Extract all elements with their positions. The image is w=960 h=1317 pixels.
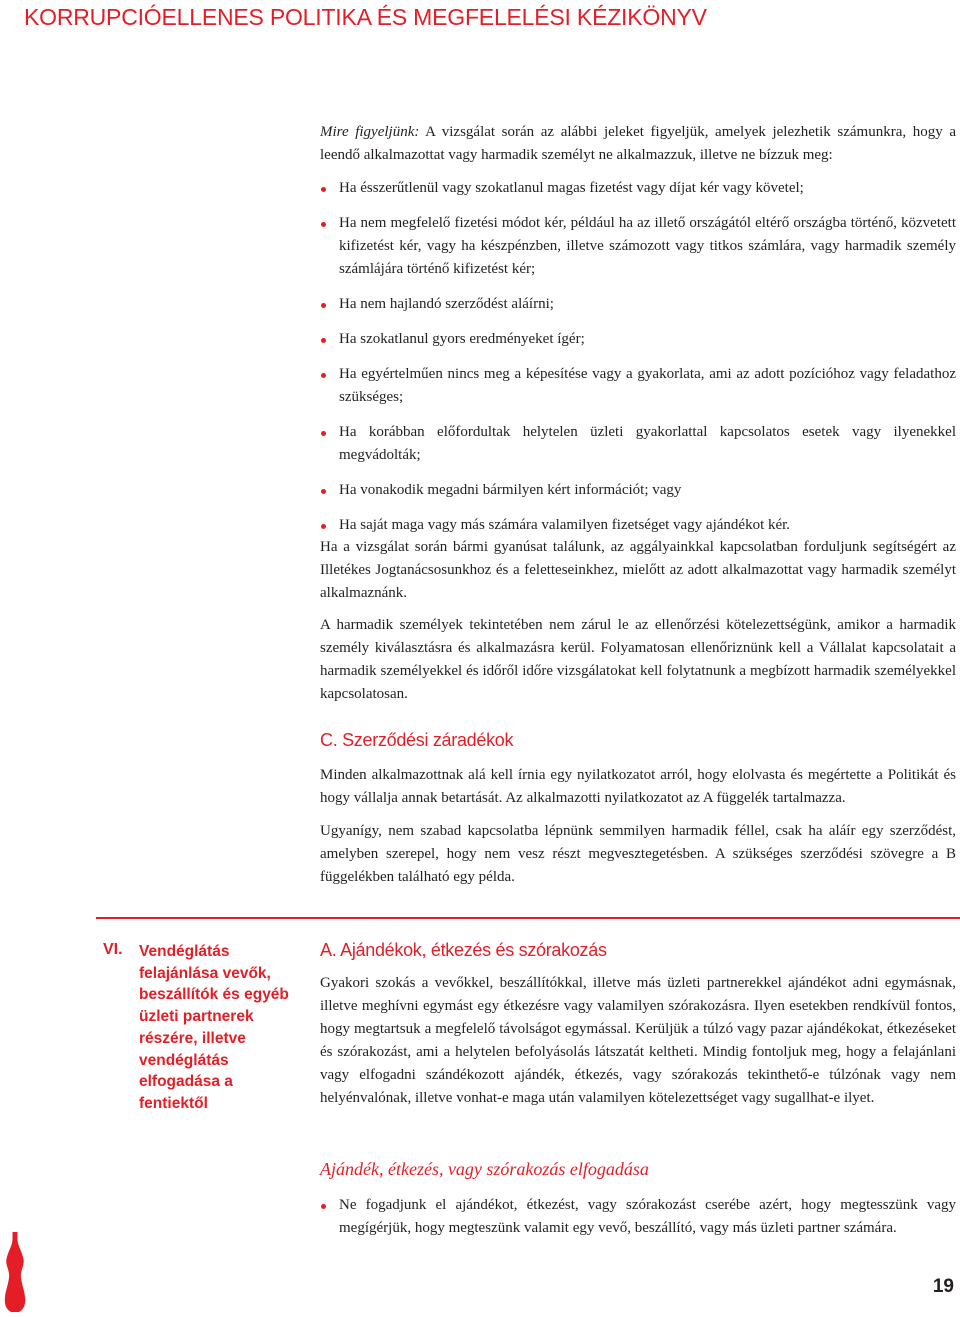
list-item-text: Ha egyértelműen nincs meg a képesítése vagy a gyakorlata, ami az adott pozícióhoz vagy feladathoz szükséges; bbox=[339, 366, 956, 405]
gift-rule-item bbox=[320, 1194, 956, 1240]
list-item-text: Ha ésszerűtlenül vagy szokatlanul magas fizetést vagy díjat kér vagy követel; bbox=[339, 180, 804, 196]
page-number: 19 bbox=[932, 1276, 954, 1297]
warning-sign-item bbox=[320, 328, 956, 351]
bullet-dot-icon bbox=[321, 303, 326, 308]
section-c-heading-block bbox=[320, 730, 956, 751]
section-vi-number: VI. bbox=[103, 941, 123, 958]
warning-sign-item bbox=[320, 177, 956, 200]
intro-lead-label: Mire figyeljünk: bbox=[320, 124, 420, 140]
warning-sign-item bbox=[320, 514, 956, 537]
warning-sign-item bbox=[320, 363, 956, 409]
warning-sign-item bbox=[320, 421, 956, 467]
bullet-dot-icon bbox=[321, 338, 326, 343]
bullet-dot-icon bbox=[321, 489, 326, 494]
list-item-text: Ne fogadjunk el ajándékot, étkezést, vagy szórakozást cserébe azért, hogy megtesszünk vagy megígérjük, hogy megteszünk valamit egy vevő, beszállító, vagy más üzleti partner számára. bbox=[339, 1197, 956, 1236]
bullet-dot-icon bbox=[321, 187, 326, 192]
suspicion-paragraph: Ha a vizsgálat során bármi gyanúsat találunk, az aggályainkkal kapcsolatban forduljunk segítségért az Illetékes Jogtanácsosunkhoz és a feletteseinkhez, mielőtt az adott alkalmazottat vagy harmadik személyt alkalmaznánk. bbox=[320, 539, 956, 601]
list-item-text: Ha saját maga vagy más számára valamilyen fizetséget vagy ajándékot kér. bbox=[339, 517, 791, 533]
warning-sign-item bbox=[320, 212, 956, 281]
bullet-dot-icon bbox=[321, 373, 326, 378]
list-item-text: Ha nem hajlandó szerződést aláírni; bbox=[339, 296, 554, 312]
intro-block bbox=[320, 121, 956, 167]
list-item-text: Ha nem megfelelő fizetési módot kér, például ha az illető országától eltérő országba történő, közvetett kifizetést kér, vagy ha készpénzben, illetve számozott vagy titkos számlára, vagy harmadik személy számlájára történő kifizetést kér; bbox=[339, 215, 956, 277]
section-c-p2-block bbox=[320, 820, 956, 889]
section-vi-paragraph: Gyakori szokás a vevőkkel, beszállítókkal, illetve más üzleti partnerekkel ajándékot adni egymásnak, illetve meghívni egymást egy étkezésre vagy valamilyen szórakozásra. Ilyen esetekben rendkívül fontos, hogy megtartsuk a megfelelő távolságot egymással. Kerüljük a túlzó vagy pazar ajándékokat, étkezéseket és szórakozást, ami a helytelen befolyásolás látszatát keltheti. Mindig fontoljuk meg, hogy a felajánlani vagy elfogadni szándékozott ajándék, étkezés, vagy szórakozás tekinthető-e túlzónak vagy nem helyénvalónak, illetve vonhat-e maga után valamilyen kötelezettséget vagy sugallhat-e ilyet. bbox=[320, 975, 956, 1106]
section-c-heading: C. Szerződési záradékok bbox=[320, 730, 514, 750]
bullet-dot-icon bbox=[321, 222, 326, 227]
warning-signs-list bbox=[320, 177, 956, 537]
section-vi-title: Vendéglátás felajánlása vevők, beszállítók és egyéb üzleti partnerek részére, illetve vendéglátás elfogadása a fentiektől bbox=[139, 943, 289, 1112]
bullet-dot-icon bbox=[321, 1204, 326, 1209]
page-header-title: KORRUPCIÓELLENES POLITIKA ÉS MEGFELELÉSI KÉZIKÖNYV bbox=[24, 4, 707, 30]
section-vi-paragraph-block bbox=[320, 972, 956, 1110]
section-vi-italic-heading: Ajándék, étkezés, vagy szórakozás elfogadása bbox=[320, 1159, 649, 1179]
section-vi-subheading: A. Ajándékok, étkezés és szórakozás bbox=[320, 940, 607, 960]
list-item-text: Ha vonakodik megadni bármilyen kért információt; vagy bbox=[339, 482, 682, 498]
monitoring-block bbox=[320, 614, 956, 706]
bullet-dot-icon bbox=[321, 431, 326, 436]
section-vi-bullets bbox=[320, 1194, 956, 1240]
section-c-p1-block bbox=[320, 764, 956, 810]
list-item-text: Ha szokatlanul gyors eredményeket ígér; bbox=[339, 331, 585, 347]
suspicion-block bbox=[320, 536, 956, 605]
monitoring-paragraph: A harmadik személyek tekintetében nem zárul le az ellenőrzési kötelezettségünk, amikor a harmadik személy kiválasztásra és alkalmazásra kerül. Folyamatosan ellenőriznünk kell a Vállalat kapcsolatait a harmadik személyekkel és időről időre vizsgálatokat kell folytatnunk a megbízott harmadik személyekkel kapcsolatosan. bbox=[320, 617, 956, 702]
warning-sign-item bbox=[320, 293, 956, 316]
section-c-paragraph-2: Ugyanígy, nem szabad kapcsolatba lépnünk semmilyen harmadik féllel, csak ha aláír egy szerződést, amelyben szerepel, hogy nem vesz részt megvesztegetésben. A szükséges szerződési szövegre a B függelékben található egy példa. bbox=[320, 823, 956, 885]
warning-sign-item bbox=[320, 479, 956, 502]
intro-paragraph bbox=[320, 121, 956, 167]
intro-lead-text: A vizsgálat során az alábbi jeleket figyeljük, amelyek jelezhetik számunkra, hogy a leendő alkalmazottat vagy harmadik személyt ne alkalmazzuk, illetve ne bízzuk meg: bbox=[320, 124, 956, 163]
list-item-text: Ha korábban előfordultak helytelen üzleti gyakorlattal kapcsolatos esetek vagy ilyenekkel megvádolták; bbox=[339, 424, 956, 463]
section-c-paragraph-1: Minden alkalmazottnak alá kell írnia egy nyilatkozatot arról, hogy elolvasta és megértette a Politikát és hogy vállalja annak betartását. Az alkalmazotti nyilatkozatot az A függelék tartalmazza. bbox=[320, 767, 956, 806]
coca-cola-bottle-icon bbox=[4, 1232, 26, 1312]
section-divider bbox=[96, 917, 960, 919]
section-vi-subheading-block bbox=[320, 940, 956, 961]
bullet-dot-icon bbox=[321, 524, 326, 529]
section-vi-italic-heading-block bbox=[320, 1159, 956, 1180]
